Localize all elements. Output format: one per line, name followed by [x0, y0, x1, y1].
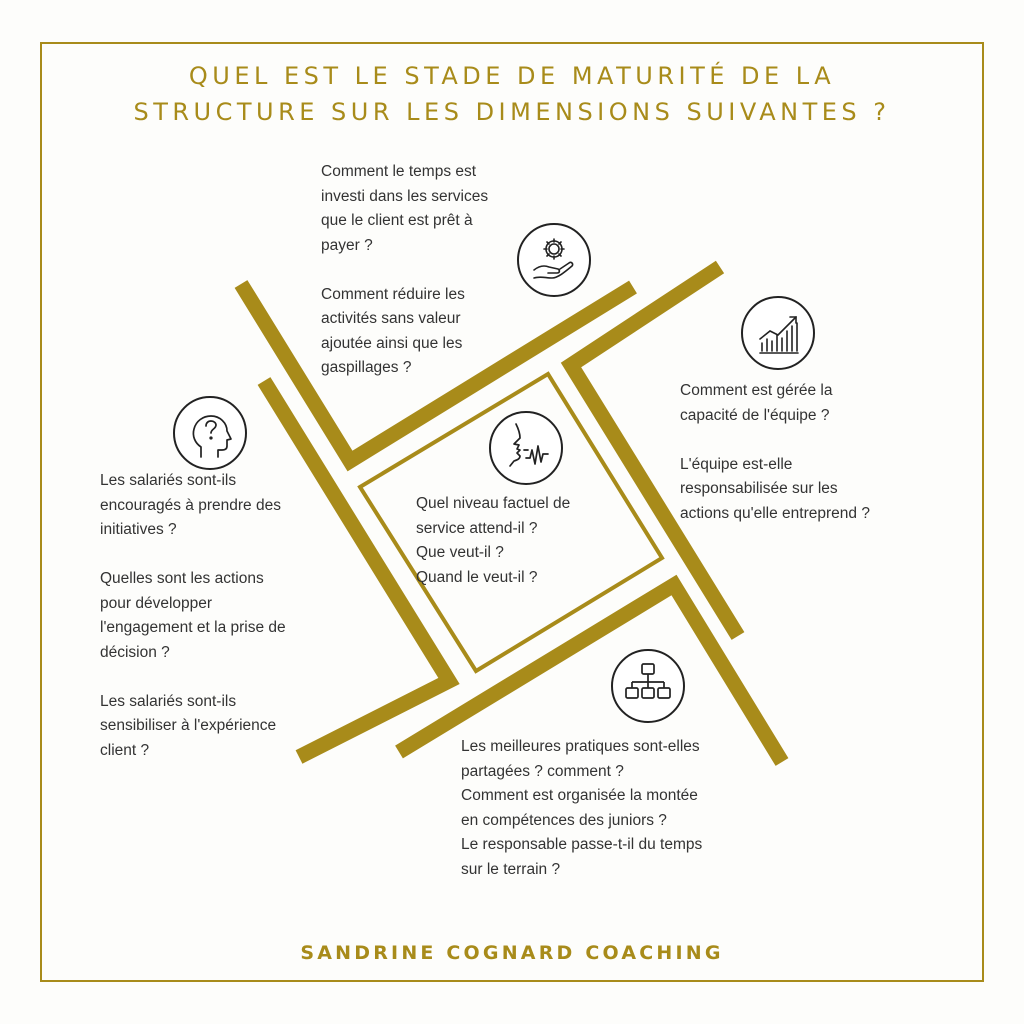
right-dimension-text [680, 379, 870, 526]
text-line: Les salariés sont-ils [100, 472, 237, 489]
text-line: L'équipe est-elle [680, 455, 793, 473]
text-line: pour développer [100, 594, 213, 612]
text-line: Les salariés sont-ils [100, 692, 237, 710]
text-line: sur le terrain ? [461, 860, 561, 878]
text-line: gaspillages ? [321, 359, 412, 376]
text-line: l'engagement et la prise de [100, 619, 286, 636]
text-line: que le client est prêt à [321, 212, 473, 229]
growth-chart-icon [740, 295, 816, 371]
text-line: activités sans valeur [321, 310, 461, 327]
text-line: initiatives ? [100, 521, 177, 538]
text-line: Comment réduire les [321, 285, 465, 303]
text-line: Comment est organisée la montée [461, 787, 698, 804]
text-line: Quel niveau factuel de [416, 495, 571, 512]
title-line-1: QUEL EST LE STADE DE MATURITÉ DE LA [188, 62, 836, 90]
center-dimension-text [416, 492, 570, 590]
text-line: sensibiliser à l'expérience [100, 717, 277, 734]
bottom-dimension-text [461, 735, 702, 882]
text-line: investi dans les services [321, 187, 489, 205]
gear-hand-icon [516, 222, 592, 298]
head-question-icon [172, 395, 248, 471]
text-line: Quelles sont les actions [100, 570, 264, 587]
text-line: Les meilleures pratiques sont-elles [461, 738, 700, 755]
text-line: client ? [100, 741, 150, 759]
speaking-head-icon [488, 410, 564, 486]
org-chart-icon [610, 648, 686, 724]
text-line: Comment le temps est [321, 163, 477, 180]
text-line: en compétences des juniors ? [461, 811, 667, 829]
brand-footer: SANDRINE COGNARD COACHING [300, 942, 724, 964]
text-line: responsabilisée sur les [680, 480, 838, 497]
text-line: Que veut-il ? [416, 544, 504, 561]
text-line: payer ? [321, 236, 373, 254]
top-dimension-text [321, 160, 488, 381]
text-line: Comment est gérée la [680, 382, 833, 399]
left-dimension-text [100, 469, 286, 763]
text-line: Le responsable passe-t-il du temps [461, 836, 703, 853]
text-line: actions qu'elle entreprend ? [680, 504, 870, 522]
text-line: ajoutée ainsi que les [321, 334, 463, 352]
text-line: Quand le veut-il ? [416, 568, 538, 586]
text-line: encouragés à prendre des [100, 496, 281, 514]
text-line: service attend-il ? [416, 519, 538, 537]
title-line-2: STRUCTURE SUR LES DIMENSIONS SUIVANTES ? [133, 98, 891, 126]
text-line: capacité de l'équipe ? [680, 406, 830, 424]
text-line: décision ? [100, 643, 170, 661]
text-line: partagées ? comment ? [461, 762, 624, 780]
